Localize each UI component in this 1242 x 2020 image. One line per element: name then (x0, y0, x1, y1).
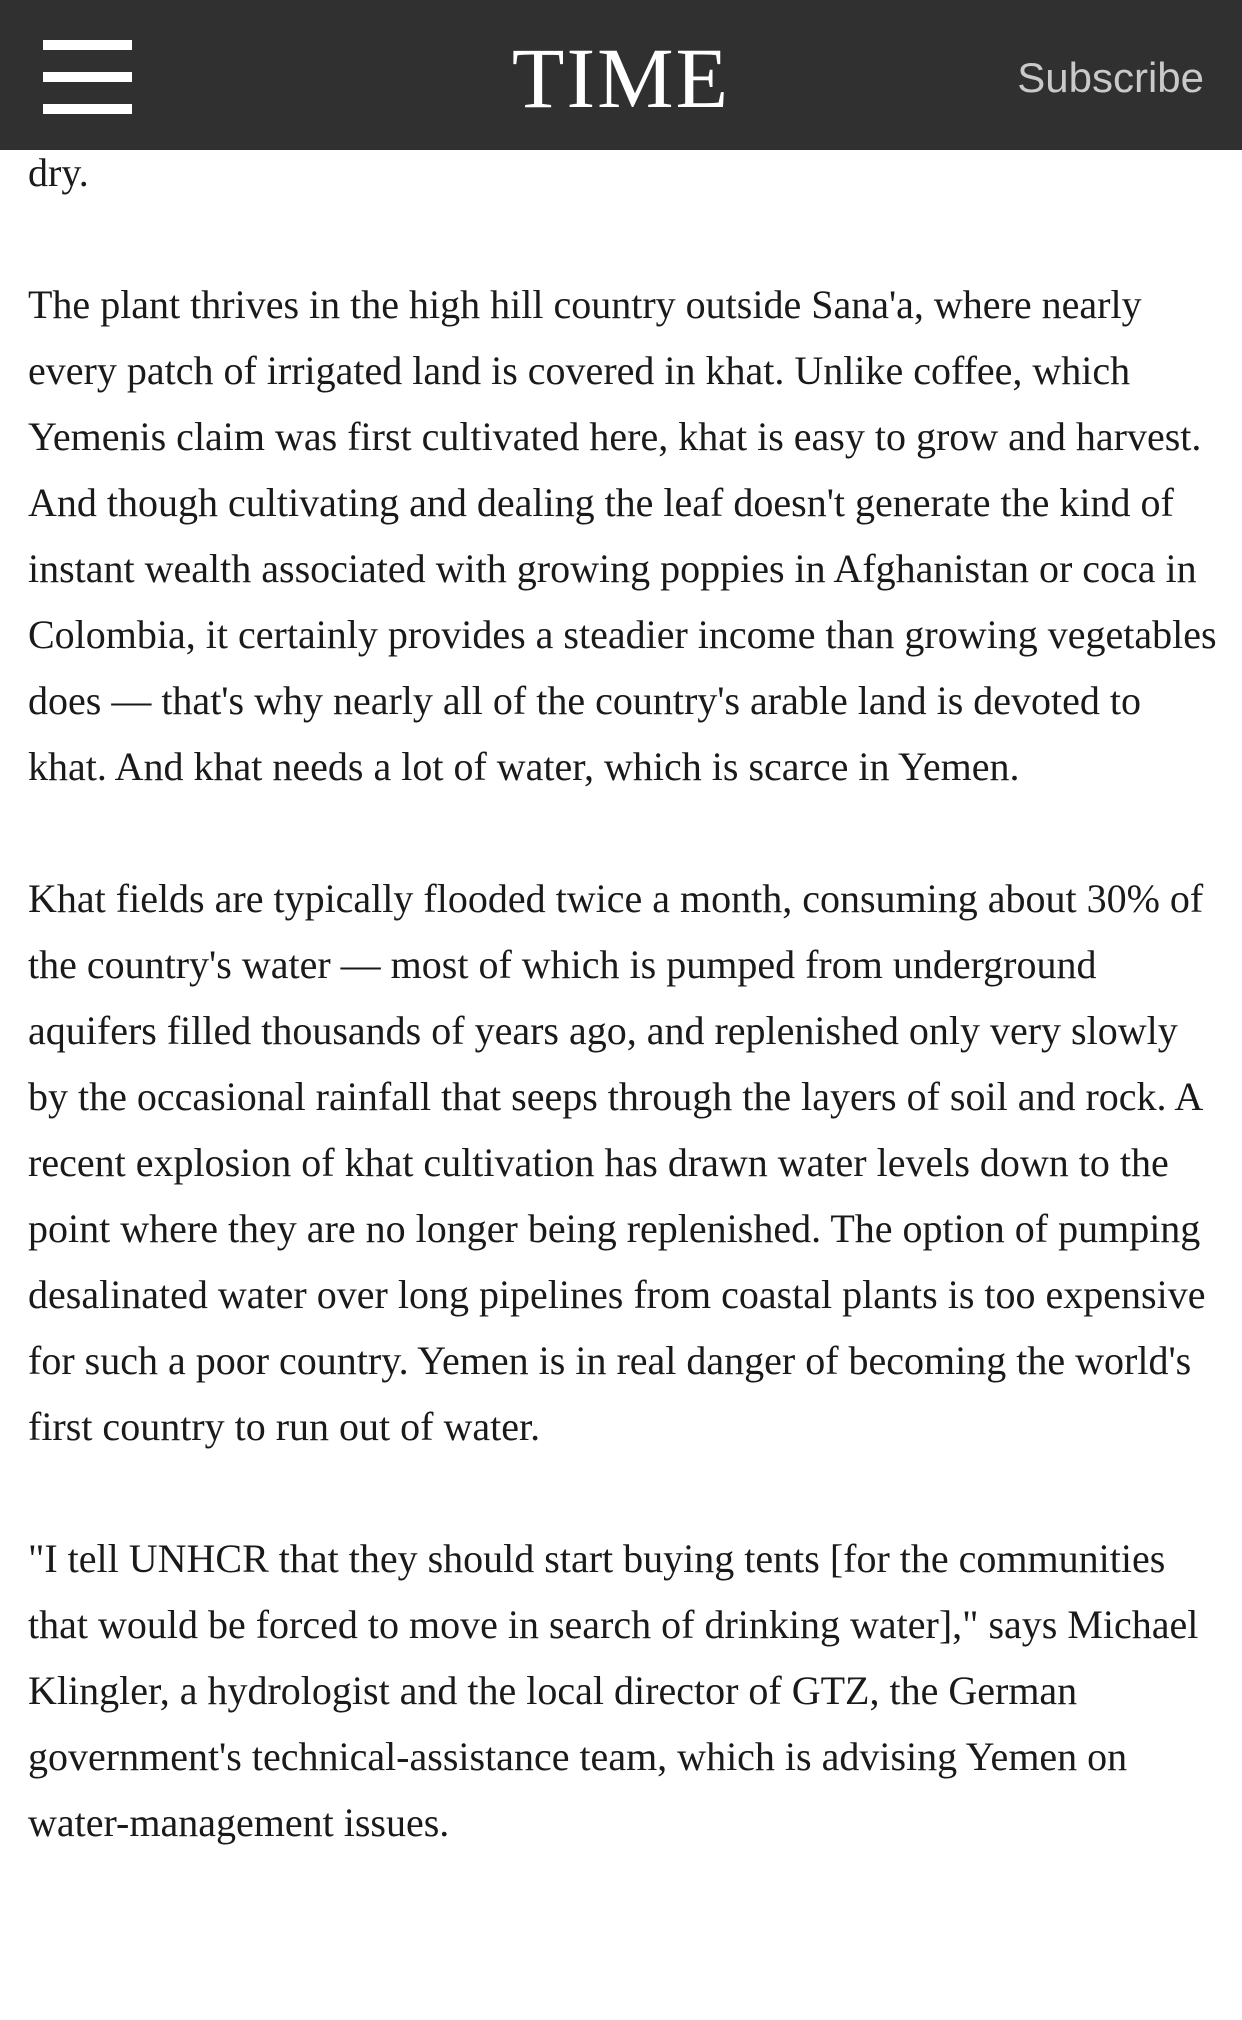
menu-bar-top (43, 40, 132, 50)
article-paragraph: The plant thrives in the high hill country outside Sana'a, where nearly every patch of irrigated land is covered in khat. Unlike coffee, which Yemenis claim was first cultivated here, khat is easy to grow and harvest. And though cultivating and dealing the leaf doesn't generate the kind of instant wealth associated with growing poppies in Afghanistan or coca in Colombia, it certainly provides a steadier income than growing vegetables does — that's why nearly all of the country's arable land is devoted to khat. And khat needs a lot of water, which is scarce in Yemen. (28, 282, 1217, 789)
article-paragraph: Khat fields are typically flooded twice a month, consuming about 30% of the country's water — most of which is pumped from underground aquifers filled thousands of years ago, and replenished only very slowly by the occasional rainfall that seeps through the layers of soil and rock. A recent explosion of khat cultivation has drawn water levels down to the point where they are no longer being replenished. The option of pumping desalinated water over long pipelines from coastal plants is too expensive for such a poor country. Yemen is in real danger of becoming the world's first country to run out of water. (28, 876, 1206, 1449)
article-paragraph-fragment: dry. (28, 150, 89, 195)
article-body (28, 140, 1218, 1922)
article-paragraph: "I tell UNHCR that they should start buying tents [for the communities that would be forced to move in search of drinking water]," says Michael Klingler, a hydrologist and the local director of GTZ, the German government's technical-assistance team, which is advising Yemen on water-management issues. (28, 1536, 1199, 1845)
menu-bar-middle (43, 72, 132, 82)
top-nav-bar (0, 0, 1242, 150)
subscribe-link[interactable]: Subscribe (1017, 54, 1204, 101)
menu-bar-bottom (43, 104, 132, 114)
time-logo: TIME (511, 30, 731, 126)
hamburger-menu-icon[interactable] (43, 40, 132, 114)
